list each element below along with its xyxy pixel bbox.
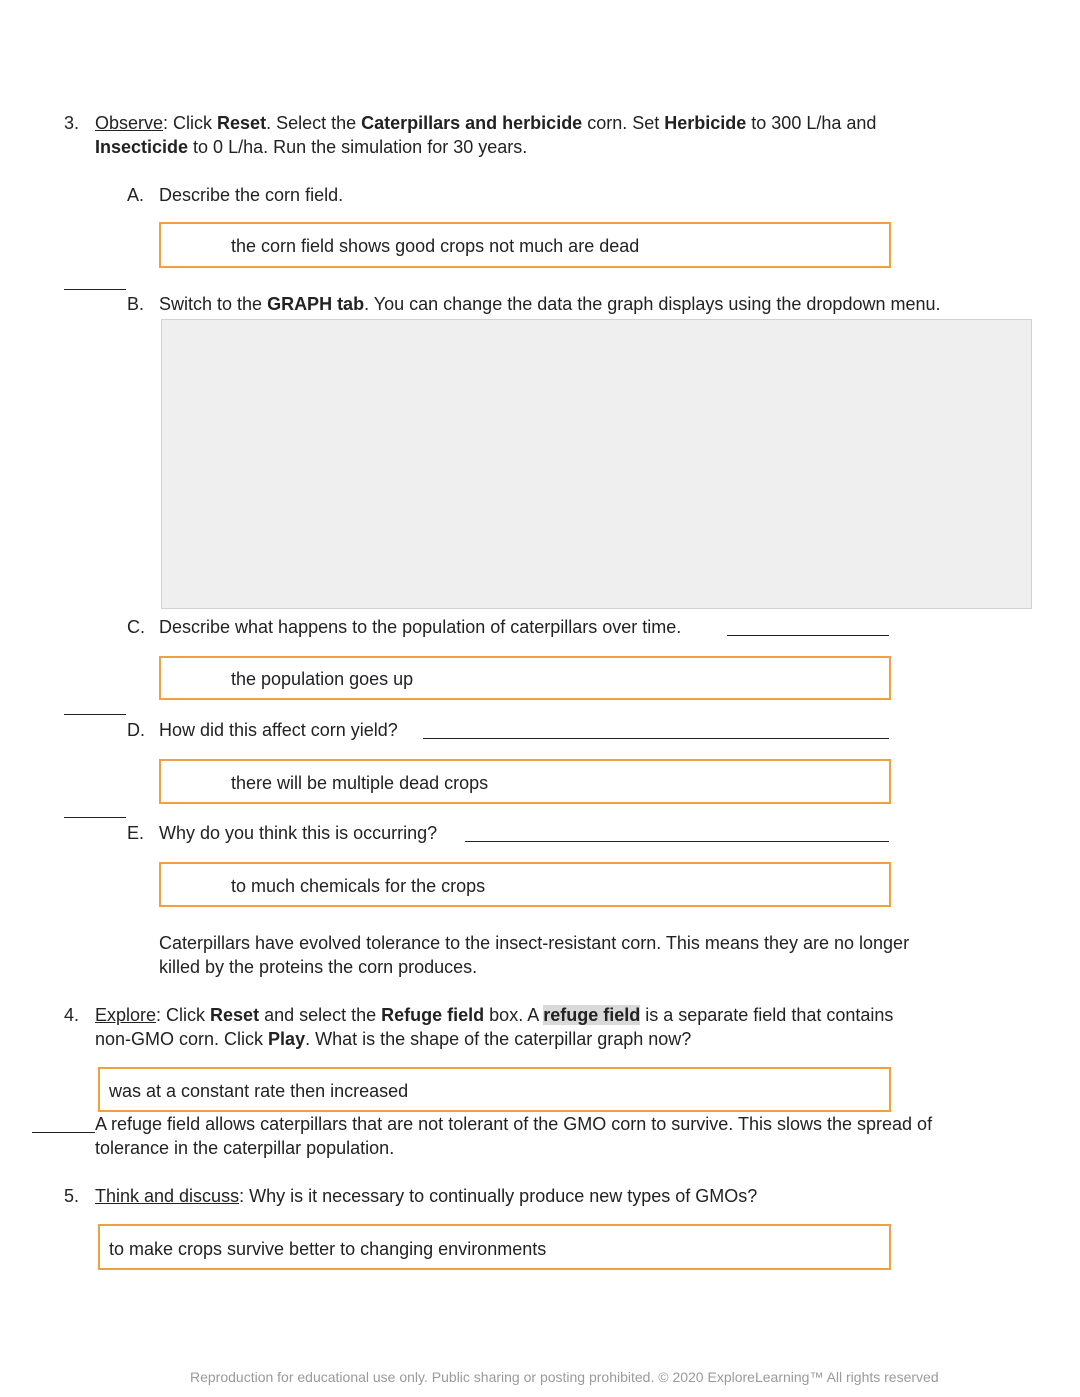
part-e-answer-line (465, 841, 889, 842)
q3-text: to 300 L/ha and (746, 113, 877, 133)
q4-bold-refuge-field: Refuge field (381, 1005, 485, 1025)
q3-text: corn. Set (582, 113, 665, 133)
part-a-prompt: Describe the corn field. (159, 185, 344, 205)
q3-note-line-1: Caterpillars have evolved tolerance to the insect-resistant corn. This means they are no longer (159, 933, 910, 953)
part-a-letter: A. (127, 185, 145, 205)
part-d-prompt: How did this affect corn yield? (159, 720, 398, 740)
q4-text: . What is the shape of the caterpillar graph now? (305, 1029, 692, 1049)
question-4-line-2 (95, 1027, 691, 1051)
question-3-line-2 (95, 135, 527, 159)
q3-bold-insecticide: Insecticide (95, 137, 189, 157)
q4-bold-play: Play (268, 1029, 306, 1049)
q5-text: : Why is it necessary to continually produce new types of GMOs? (239, 1186, 758, 1206)
part-d-letter: D. (127, 720, 145, 740)
q4-text: and select the (259, 1005, 382, 1025)
q3-bold-herbicide: Herbicide (664, 113, 747, 133)
q4-bold-reset: Reset (210, 1005, 260, 1025)
answer-blank-line (64, 289, 126, 290)
answer-blank-line (64, 817, 126, 818)
answer-blank-line (64, 714, 126, 715)
part-e-letter: E. (127, 823, 145, 843)
question-4-line-1 (95, 1003, 893, 1027)
part-c-answer: the population goes up (231, 669, 414, 689)
q3-bold-reset: Reset (217, 113, 267, 133)
q3-note-line-2: killed by the proteins the corn produces. (159, 957, 478, 977)
q4-note-line-1: A refuge field allows caterpillars that are not tolerant of the GMO corn to survive. This slows the spread of (95, 1114, 933, 1134)
part-b-letter: B. (127, 294, 145, 314)
part-d-answer: there will be multiple dead crops (231, 773, 489, 793)
part-e-answer: to much chemicals for the crops (231, 876, 486, 896)
q4-note-line-2: tolerance in the caterpillar population. (95, 1138, 395, 1158)
q3-text: to 0 L/ha. Run the simulation for 30 years. (188, 137, 528, 157)
part-d-answer-line (423, 738, 889, 739)
question-4-label: Explore (95, 1005, 157, 1025)
part-a-answer: the corn field shows good crops not much are dead (231, 236, 640, 256)
question-5-answer-box[interactable] (98, 1224, 891, 1270)
question-4-answer-box[interactable] (98, 1067, 891, 1112)
question-4-answer: was at a constant rate then increased (109, 1081, 409, 1101)
part-c-prompt: Describe what happens to the population of caterpillars over time. (159, 617, 682, 637)
copyright-footer: Reproduction for educational use only. Public sharing or posting prohibited. © 2020 ExploreLearning™ All rights reserved (190, 1369, 939, 1385)
question-3-label: Observe (95, 113, 164, 133)
part-d-answer-box[interactable] (159, 759, 891, 804)
q3-bold-corn: Caterpillars and herbicide (361, 113, 583, 133)
q3-text: : Click (163, 113, 218, 133)
question-5-answer: to make crops survive better to changing environments (109, 1239, 547, 1259)
part-b-prompt (159, 292, 941, 316)
part-e-prompt: Why do you think this is occurring? (159, 823, 438, 843)
q4-text: non-GMO corn. Click (95, 1029, 269, 1049)
question-5-prompt (95, 1184, 757, 1208)
q3-text: . Select the (266, 113, 362, 133)
question-5-number: 5. (64, 1186, 80, 1206)
part-c-answer-line (727, 635, 889, 636)
part-c-answer-box[interactable] (159, 656, 891, 700)
part-e-answer-box[interactable] (159, 862, 891, 907)
part-b-text: Switch to the (159, 294, 268, 314)
q4-text: box. A (484, 1005, 544, 1025)
q4-text: is a separate field that contains (640, 1005, 894, 1025)
part-b-text: . You can change the data the graph displays using the dropdown menu. (364, 294, 941, 314)
q4-text: : Click (156, 1005, 211, 1025)
question-3-number: 3. (64, 113, 80, 133)
answer-blank-line (32, 1132, 95, 1133)
question-5-label: Think and discuss (95, 1186, 240, 1206)
question-4-number: 4. (64, 1005, 80, 1025)
q4-highlighted-term: refuge field (543, 1005, 641, 1025)
graph-image-placeholder (161, 319, 1032, 609)
part-a-answer-box[interactable] (159, 222, 891, 268)
part-b-bold-graph-tab: GRAPH tab (267, 294, 365, 314)
question-3-line-1 (95, 111, 876, 135)
part-c-letter: C. (127, 617, 145, 637)
